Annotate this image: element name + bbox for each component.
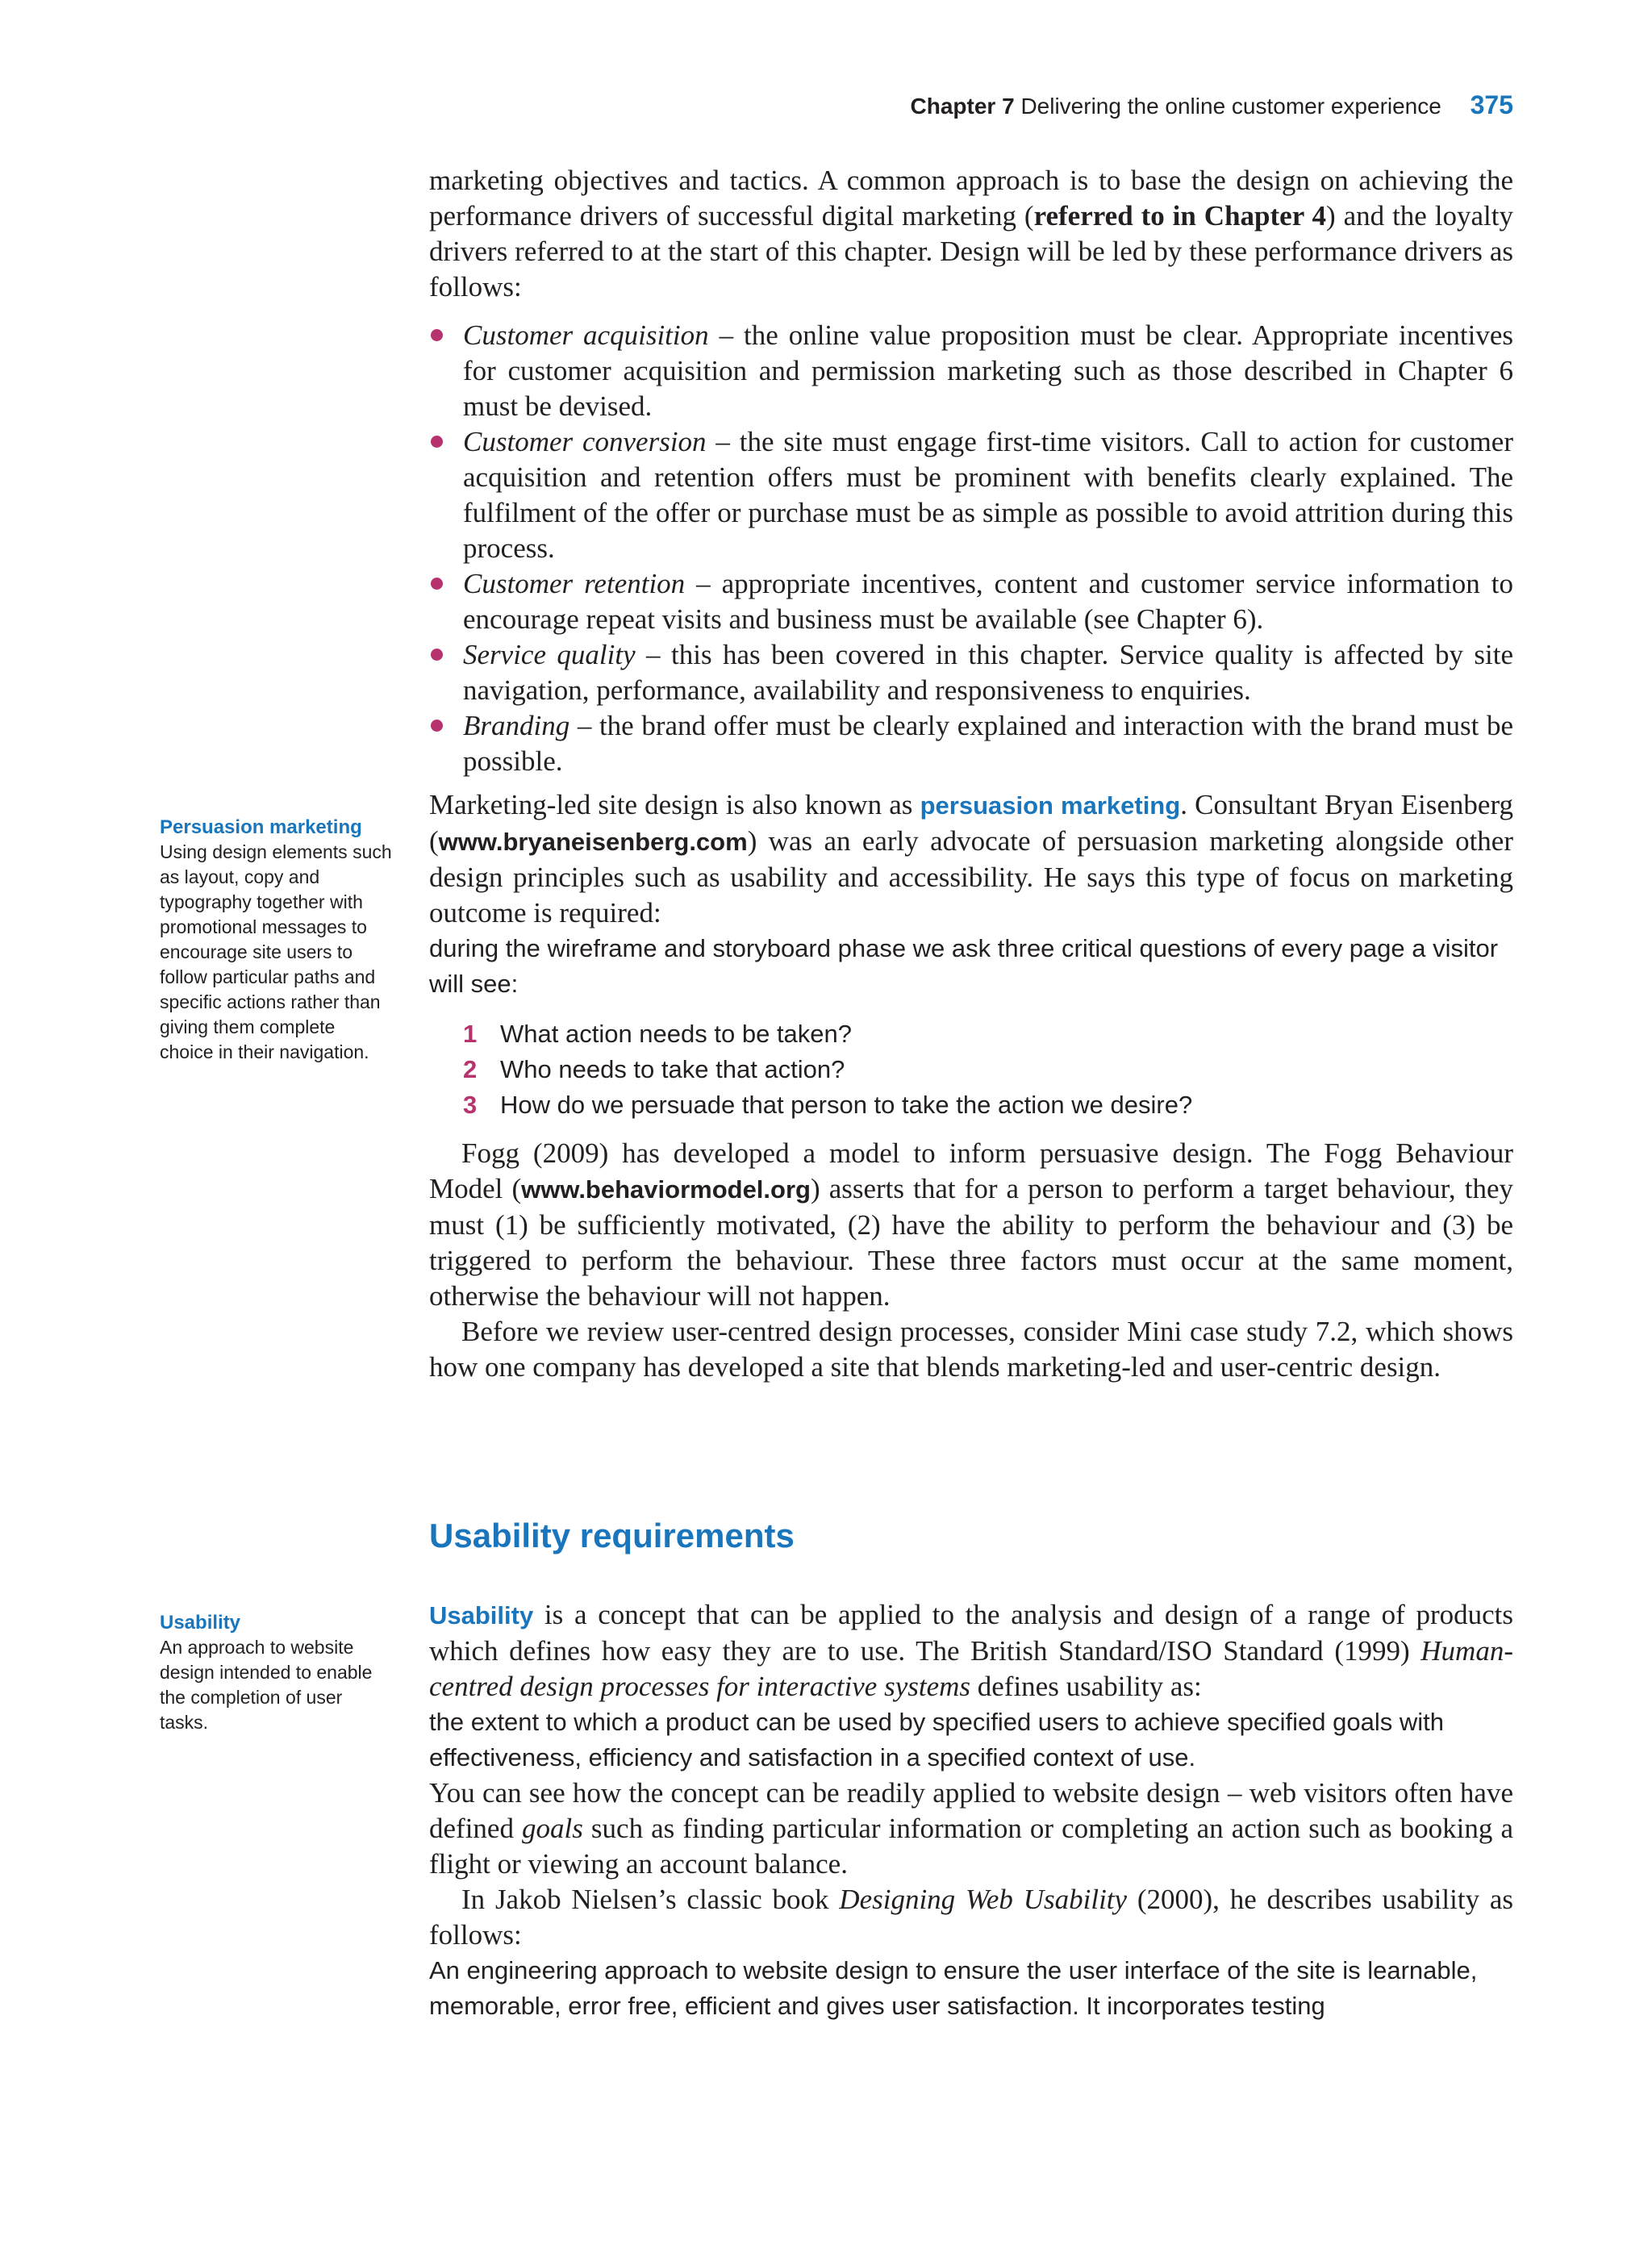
chapter-label: Chapter 7	[910, 94, 1015, 119]
running-header	[911, 90, 1514, 120]
margin-note-term: Persuasion marketing	[160, 816, 362, 838]
keyword-usability: Usability	[429, 1601, 534, 1630]
page-number: 375	[1470, 90, 1513, 119]
intro-paragraph: marketing objectives and tactics. A common approach is to base the design on achieving the performance drivers of successful digital marketing (referred to in Chapter 4) and the loyalty drivers referred to at the start of this chapter. Design will be led by these performance drivers as follows:	[429, 165, 1513, 303]
usability-paragraph: Usability is a concept that can be applied to the analysis and design of a range of products which defines how easy they are to use. The British Standard/ISO Standard (1999) Human-centred design processes for interactive systems defines usability as:	[429, 1599, 1513, 1702]
list-item: 2 Who needs to take that action?	[463, 1055, 845, 1083]
persuasion-paragraph: Marketing-led site design is also known as persuasion marketing. Consultant Bryan Eisenberg (www.bryaneisenberg.com) was an early advocate of persuasion marketing alongside other design principles such as usability and accessibility. He says this type of focus on marketing outcome is required:	[429, 789, 1513, 928]
performance-drivers-list	[429, 318, 1513, 779]
eisenberg-quote: during the wireframe and storyboard phase we ask three critical questions of every page a visitor will see:	[429, 934, 1499, 998]
fogg-paragraph: Fogg (2009) has developed a model to inform persuasive design. The Fogg Behaviour Model (www.behaviormodel.org) asserts that for a person to perform a target behaviour, they must (1) be sufficiently motivated, (2) have the ability to perform the behaviour and (3) be triggered to perform the behaviour. These three factors must occur at the same moment, otherwise the behaviour will not happen.	[429, 1137, 1513, 1312]
list-item: Customer retention – appropriate incentives, content and customer service information to encourage repeat visits and business must be available (see Chapter 6).	[429, 566, 1513, 637]
mini-case-paragraph: Before we review user-centred design processes, consider Mini case study 7.2, which shows how one company has developed a site that blends marketing-led and user-centric design.	[429, 1316, 1513, 1383]
bullet-icon	[431, 578, 443, 590]
list-item: Customer conversion – the site must engage first-time visitors. Call to action for customer acquisition and retention offers must be prominent with benefits clearly explained. The fulfilment of the offer or purchase must be as simple as possible to avoid attrition during this process.	[429, 424, 1513, 566]
list-item: Customer acquisition – the online value proposition must be clear. Appropriate incentives for customer acquisition and permission marketing such as those described in Chapter 6 must be devised.	[429, 318, 1513, 424]
section-heading: Usability requirements	[429, 1517, 795, 1554]
nielsen-quote: An engineering approach to website design to ensure the user interface of the site is learnable, memorable, error free, efficient and gives user satisfaction. It incorporates testing	[429, 1956, 1478, 2020]
margin-note-persuasion-marketing	[160, 815, 394, 1065]
keyword-persuasion-marketing: persuasion marketing	[920, 791, 1181, 820]
iso-quote: the extent to which a product can be used by specified users to achieve specified goals with effectiveness, efficiency and satisfaction in a specified context of use.	[429, 1708, 1444, 1771]
list-item: Service quality – this has been covered in this chapter. Service quality is affected by site navigation, performance, availability and responsiveness to enquiries.	[429, 637, 1513, 708]
list-item: Branding – the brand offer must be clearly explained and interaction with the brand must be possible.	[429, 708, 1513, 779]
goals-paragraph: You can see how the concept can be readily applied to website design – web visitors often have defined goals such as finding particular information or completing an action such as booking a flight or viewing an account balance.	[429, 1777, 1513, 1880]
list-item: 1 What action needs to be taken?	[463, 1020, 853, 1048]
bullet-icon	[431, 436, 443, 448]
nielsen-paragraph: In Jakob Nielsen’s classic book Designing Web Usability (2000), he describes usability as follows:	[429, 1884, 1514, 1951]
main-text-column	[429, 163, 1513, 1385]
bold-reference: referred to in Chapter 4	[1033, 200, 1327, 232]
bullet-icon	[431, 720, 443, 732]
margin-note-definition: Using design elements such as layout, copy and typography together with promotional messages to encourage site users to follow particular paths and specific actions rather than giving them complete choice in their navigation.	[160, 841, 392, 1062]
url-bryaneisenberg: www.bryaneisenberg.com	[438, 828, 748, 856]
margin-note-definition: An approach to website design intended to enable the completion of user tasks.	[160, 1637, 373, 1733]
list-item: 3 How do we persuade that person to take the action we desire?	[463, 1091, 1193, 1119]
bullet-icon	[431, 329, 443, 341]
usability-text-column	[429, 1597, 1513, 2024]
margin-note-term: Usability	[160, 1612, 241, 1634]
url-behaviormodel: www.behaviormodel.org	[521, 1175, 811, 1204]
margin-note-usability	[160, 1610, 394, 1735]
bullet-icon	[431, 649, 443, 661]
critical-questions-list	[463, 1016, 1513, 1123]
chapter-title: Delivering the online customer experience	[1020, 94, 1441, 119]
